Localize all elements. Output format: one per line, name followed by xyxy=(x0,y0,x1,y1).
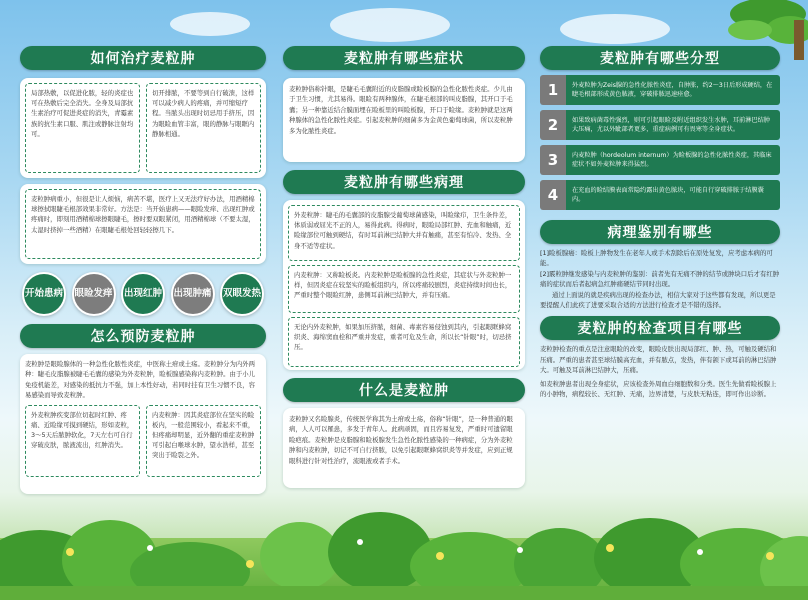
section-title: 麦粒肿有哪些分型 xyxy=(540,46,780,70)
column-types xyxy=(540,46,780,399)
stage-circle: 出现红肿 xyxy=(121,272,165,316)
type-number: 3 xyxy=(540,145,566,175)
treatment-text-right: 切开排脓，不要等到自行破溃，这样可以减少病人的疼痛，并可缩短疗程。当脓头出现时切忌用手挤压，因为眼睑血管丰富，眼的静脉与眼眶内静脉相通。 xyxy=(146,83,261,173)
cloud xyxy=(330,8,450,42)
differential-block xyxy=(540,248,780,310)
treatment-text-wide: 麦粒肿病重小，但很是让人烦恼，病苦不堪，医疗上又无法疗好办法，用酒精棉球擦拭眼睫毛根部效果非常好。方法是：当开始患病——眼睑发痒、出现红肿或疼痛时，即刻用酒精棉球擦眼睫毛，擦时要双眼紧闭，用酒精棉球（不要太湿，太湿时挤掉一些酒精）在眼睫毛根处回轻轻擦几下。 xyxy=(25,189,261,259)
pathology-outer: 外麦粒肿：睫毛的毛囊部的皮脂腺受葡萄球菌感染，叫睑缘疖，卫生条件差，体质弱或屈光不正的人，易得此病。得病时，眼睑局部红肿、充血和触痛，近睑缘部位可触到硬结，有时耳前淋巴结肿大并有触痛，甚至有怕冷、发热、全身不适等症状。 xyxy=(288,205,520,261)
pathology-panel xyxy=(283,200,525,370)
symptoms-text: 麦粒肿俗称针眼，是睫毛毛囊附近的皮脂腺或睑板腺的急性化脓性炎症。少儿由于卫生习惯，尤其易得。眼睑有两种腺体，在睫毛根部的叫皮脂腺，其开口于毛囊；另一种靠近结合膜面埋在睑板里的叫睑板腺，开口于睑缘。麦粒肿就是这两种腺体的急性化脓性炎症。引起麦粒肿的细菌多为金黄色葡萄球菌，所以麦粒肿多为化脓性炎症。 xyxy=(289,85,513,135)
section-title: 怎么预防麦粒肿 xyxy=(20,324,266,348)
prevention-text-right: 内麦粒肿：因其炎症部位在坚实的睑板内，一般范围较小，看起来不重，但疼痛却明显，近外翻的重症麦粒肿可引起白喉球水肿，望水浩样，甚至突出于睑裂之外。 xyxy=(146,405,261,477)
types-list xyxy=(540,75,780,210)
pathology-inner: 内麦粒肿：又称睑板炎。内麦粒肿是睑板腺的急性炎症，其症状与外麦粒肿一样，但因炎症在较坚实的睑板组织内，所以疼痛较剧烈，炎症持续时间也长，严重时整个眼睑红肿，患侧耳前淋巴结肿大，并有压痛。 xyxy=(288,265,520,313)
type-item xyxy=(540,75,780,105)
what-text: 麦粒肿又名睑腺炎，传统医学称其为土疳或土疡，俗称“针眼”，是一种普通的眼病，人人可以罹患，多发于青年人。此病顽固，而且容易复发，严重时可遗留眼睑疤痕。麦粒肿是皮脂腺和睑板腺发生急性化脓性感染的一种病症，分为外麦粒肿和内麦粒肿，切记不可自行挤脓，以免引起眼眶蜂窝织炎等并发症，应到正规眼科进行针对性治疗，流眼液或者手术。 xyxy=(289,415,513,465)
stage-circle: 双眼发热 xyxy=(220,272,264,316)
cloud xyxy=(560,14,670,44)
type-text: 如果致病菌毒性强烈，则可引起眼睑及附近组织发生水肿，耳前淋巴结肿大压痛，尤以外眦部者更多，重症病例可有畏寒等全身症状。 xyxy=(566,110,780,140)
exam-text: 如麦粒肿患者出现全身症状，应该检查外周血白细胞数和分类。医生先做看睑板腺上的小肿物，病程较长、无红肿、无痛，边界清楚，与皮肤无粘连，即可作出诊断。 xyxy=(540,379,777,399)
column-symptoms xyxy=(283,46,525,488)
treatment-panel xyxy=(20,78,266,178)
pathology-warning: 无论内外麦粒肿，如果加压挤脓，细菌、毒素容易侵蚀到其内，引起眼眶蜂窝织炎、海绵窦血栓和严重并发症，重者可危及生命，所以长“针眼”时，切忌挤压。 xyxy=(288,317,520,367)
treatment-text-left: 局部热敷，以促进化脓，轻的炎症也可在热敷后完全消失。全身及局部抗生素治疗可促进炎症的消失，青霉素族的抗生素口服、肌注或静脉注射均可。 xyxy=(25,83,140,173)
differential-summary: 通过上面说的就是疾病出现的检查办法，相信大家对于这些都有发现，所以更是要提醒人们此疾了进要采取合适的方法进行检查才是不错的选择。 xyxy=(540,290,776,310)
section-title: 病理鉴别有哪些 xyxy=(540,220,780,244)
stage-circle: 出现肿痛 xyxy=(171,272,215,316)
symptom-stages xyxy=(22,272,264,316)
type-text: 内麦粒肿（hordeolum internum）为睑板腺的急性化脓性炎症，其临床症状不如外麦粒肿来得猛烈。 xyxy=(566,145,780,175)
type-text: 外麦粒肿为Zeis腺的急性化脓性炎症，自肿胀，约2～3日后形成硬结，在睫毛根部形成黄色脓液，穿破排脓迅速痊愈。 xyxy=(566,75,780,105)
section-title: 麦粒肿有哪些病理 xyxy=(283,170,525,194)
bushes-illustration xyxy=(0,460,808,600)
exam-text: 麦粒肿检查的重点是注意眼睑的改变，眼睑皮肤出现局部红、肿、热，可触及硬结和压痛。严重的患者甚至球结膜高充血，并有脓点，发热，伴有颌下或耳前的淋巴结肿大。可触及耳前淋巴结肿大，压痛。 xyxy=(540,345,777,375)
type-item xyxy=(540,145,780,175)
prevention-text-left: 外麦粒肿疾变部位切起时红肿、疼痛、近睑缘可摸到硬结，形如麦粒，3～5天后脓肿软化，7天左右可自行穿破皮肤，脓液流出，红肿消失。 xyxy=(25,405,140,477)
section-title: 麦粒肿的检查项目有哪些 xyxy=(540,316,780,340)
section-title: 如何治疗麦粒肿 xyxy=(20,46,266,70)
differential-item: [1]睑板腺癌：睑板上肿物发生在老年人或手术刮除后在原处复发，应考虑本病的可能。 xyxy=(540,249,773,268)
stage-circle: 开始患病 xyxy=(22,272,66,316)
type-item xyxy=(540,180,780,210)
section-title: 什么是麦粒肿 xyxy=(283,378,525,402)
column-treatment xyxy=(20,46,266,494)
cloud xyxy=(170,12,250,36)
type-number: 2 xyxy=(540,110,566,140)
type-number: 4 xyxy=(540,180,566,210)
type-item xyxy=(540,110,780,140)
symptoms-panel xyxy=(283,78,525,162)
differential-item: [2]霰粒肿继发感染与内麦粒肿的鉴别：前者先有无痛不肿的结节或肿块口后才有红肿痛的症状而后者起病急红肿痛硬结节同时出现。 xyxy=(540,269,780,289)
exam-block xyxy=(540,344,780,399)
stage-circle: 眼睑发痒 xyxy=(72,272,116,316)
section-title: 麦粒肿有哪些症状 xyxy=(283,46,525,70)
treatment-wide-panel xyxy=(20,184,266,264)
type-number: 1 xyxy=(540,75,566,105)
type-text: 在充血的睑结膜表面常隐约露出黄色脓块，可能自行穿破排脓于结膜囊内。 xyxy=(566,180,780,210)
prevention-intro: 麦粒肿是眼睑腺体的一种急性化脓性炎症，中医称土疳或土疡。麦粒肿分为内外两种：睫毛皮脂腺被睫毛毛囊的感染为外麦粒肿，睑板腺感染称内麦粒肿。由于小儿免疫机能差，对感染的抵抗力不强，加上本性好动，若同时挂有卫生习惯不良，容易感染而导致麦粒肿。 xyxy=(25,360,256,400)
